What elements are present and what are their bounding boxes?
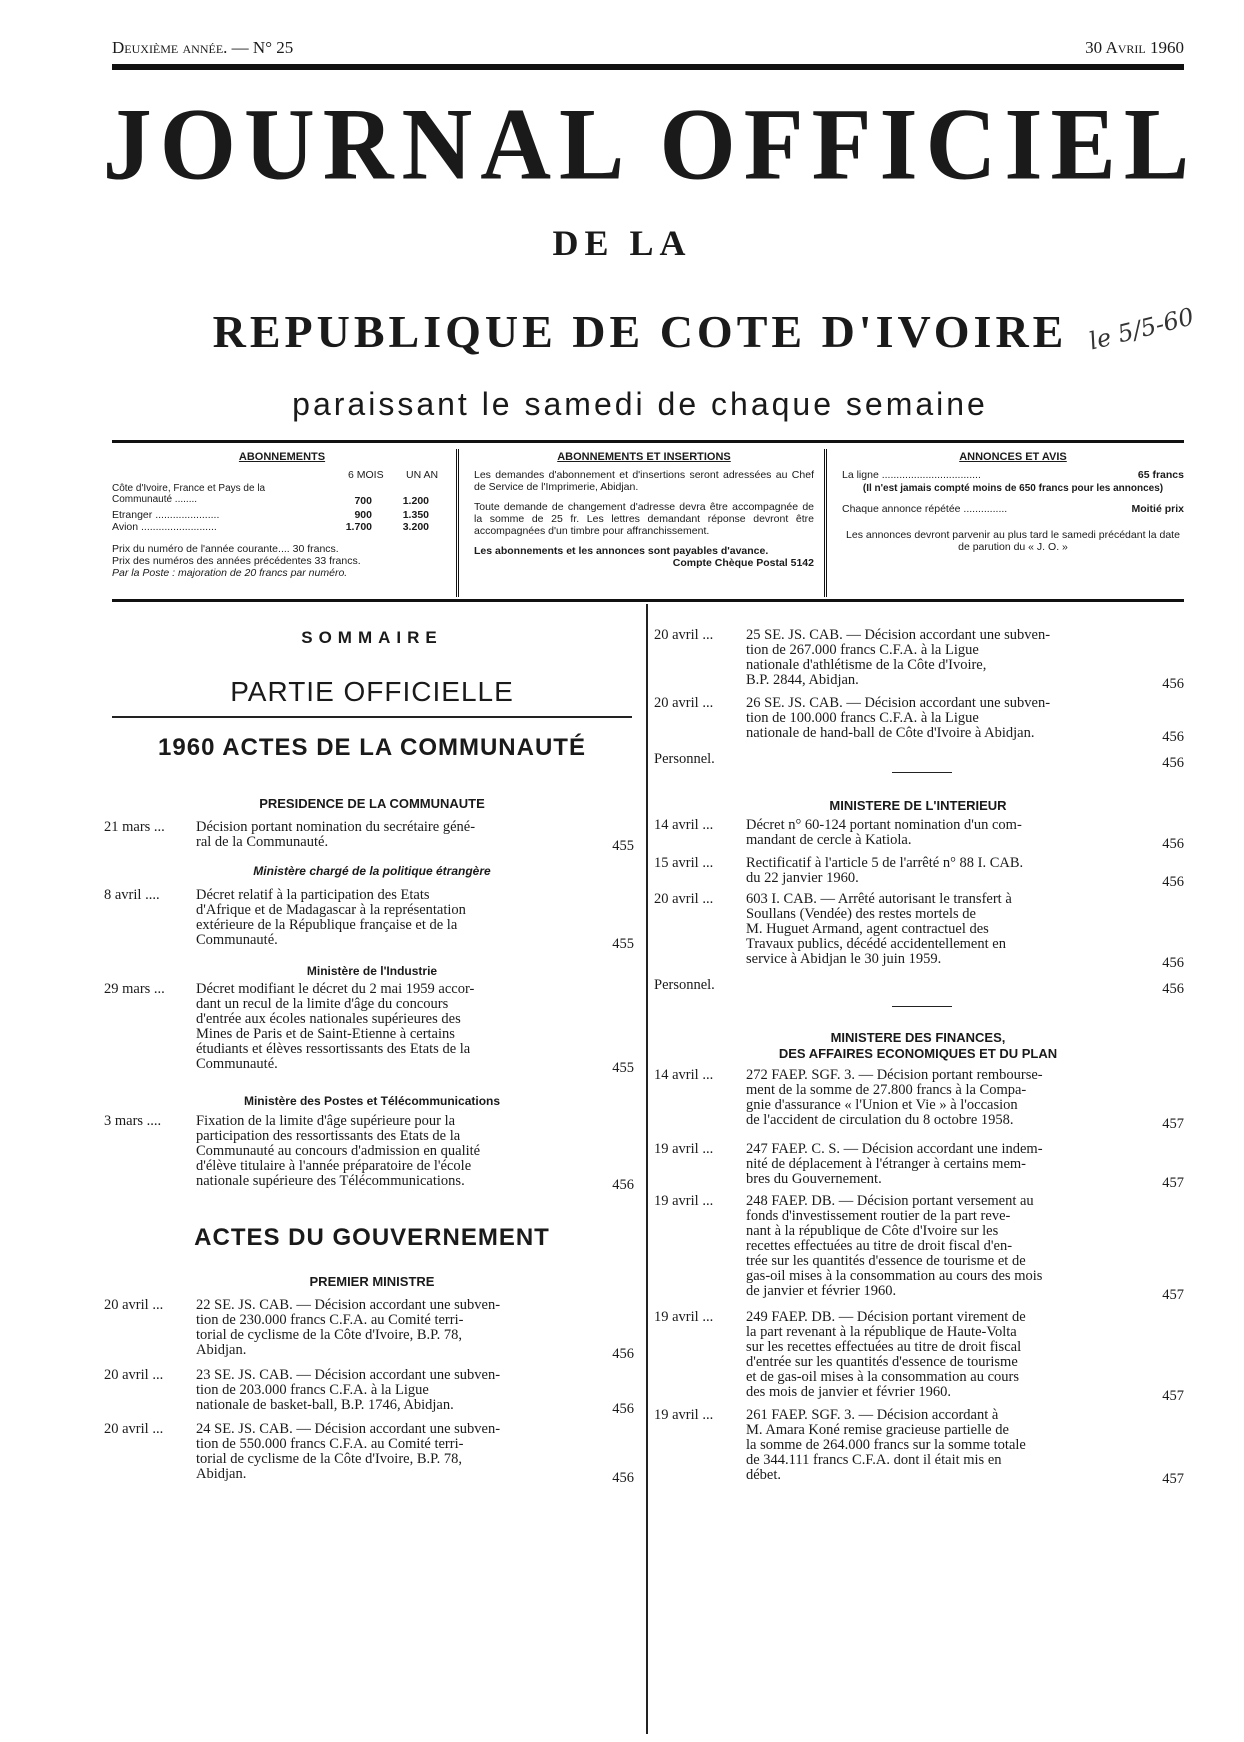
header-rule	[112, 64, 1184, 70]
ministere-finances-heading-1: MINISTERE DES FINANCES,	[830, 1030, 1006, 1045]
toc-entry	[654, 1309, 1184, 1404]
annonces-delay: Les annonces devront parvenir au plus tard le samedi précédant la date de parution du « J. O. »	[846, 529, 1180, 553]
entry-text-line: 247 FAEP. C. S. — Décision accordant une indem-	[746, 1142, 1043, 1157]
entry-text-line: débet.	[746, 1468, 782, 1483]
entry-date: 20 avril ...	[104, 1297, 164, 1313]
entry-text-line: nité de déplacement à l'étranger à certains mem-	[746, 1157, 1026, 1172]
ministere-postes-heading: Ministère des Postes et Télécommunications	[243, 1094, 501, 1108]
entry-text-line: tion de 203.000 francs C.F.A. à la Ligue	[196, 1383, 429, 1398]
entry-page-number: 456	[612, 1346, 634, 1362]
entry-date: 20 avril ...	[654, 695, 714, 711]
entry-date: 14 avril ...	[654, 817, 714, 833]
entry-text-line: 261 FAEP. SGF. 3. — Décision accordant à	[746, 1408, 999, 1423]
entry-date: 20 avril ...	[654, 891, 714, 907]
entry-text-line: participation des ressortissants des Etats de la	[196, 1129, 461, 1144]
entry-date: 20 avril ...	[104, 1421, 164, 1437]
entry-text-line: nationale supérieure des Télécommunications.	[196, 1174, 465, 1189]
entry-text-line: nationale de hand-ball de Côte d'Ivoire à Abidjan.	[746, 726, 1035, 741]
col-6mois: 6 MOIS	[348, 469, 384, 481]
entry-page-number: 457	[1162, 1116, 1184, 1132]
entry-page-number: 457	[1162, 1287, 1184, 1303]
entry-text-line: nationale de basket-ball, B.P. 1746, Abidjan.	[196, 1398, 454, 1413]
republic-name: REPUBLIQUE DE COTE D'IVOIRE	[212, 306, 1068, 357]
entry-text-line: Travaux publics, décédé accidentellement en	[746, 937, 1006, 952]
entry-text-line: d'entrée sur les quantités d'essence de tourisme	[746, 1355, 1018, 1370]
issue-date: 30 Avril 1960	[1085, 38, 1184, 57]
entry-text-line: extérieure de la République française et de la	[196, 918, 458, 933]
entry-text-line: tion de 550.000 francs C.F.A. au Comité terri-	[196, 1437, 464, 1452]
entry-page-number: 456	[1162, 981, 1184, 997]
entry-page-number: 456	[1162, 676, 1184, 692]
subscription-box	[112, 440, 1184, 602]
entry-text-line: trée sur les quantités d'essence de tourisme et de	[746, 1254, 1026, 1269]
rate-unan-0: 1.200	[402, 495, 429, 507]
entry-text-line: Abidjan.	[196, 1467, 247, 1482]
toc-entry	[654, 855, 1184, 890]
entry-text-line: dant un recul de la limite d'âge du concours	[196, 997, 449, 1012]
sommaire-heading: SOMMAIRE	[301, 628, 443, 647]
annonces-column	[842, 451, 1184, 553]
actes-communaute-label: ACTES DE LA COMMUNAUTÉ	[222, 734, 586, 761]
entry-text-line: Fixation de la limite d'âge supérieure pour la	[196, 1114, 456, 1129]
insertions-p2: Toute demande de changement d'adresse devra être accompagnée de la somme de 25 fr. Les lettres demandant réponse devront être accompagnées d'un timbre pour affranchissement.	[474, 501, 814, 537]
entry-text-line: B.P. 2844, Abidjan.	[746, 673, 859, 688]
insertions-p1: Les demandes d'abonnement et d'insertions seront adressées au Chef de Service de l'Imprimerie, Abidjan.	[474, 469, 814, 493]
entry-text-line: Décret modifiant le décret du 2 mai 1959 accor-	[196, 982, 475, 997]
price-note-1: Prix des numéros des années précédentes 33 francs.	[112, 555, 361, 567]
toc-entry	[654, 1407, 1184, 1487]
entry-text-line: bres du Gouvernement.	[746, 1172, 882, 1187]
rate-unan-2: 3.200	[402, 521, 429, 533]
insertions-p3: Les abonnements et les annonces sont payables d'avance.	[474, 545, 769, 557]
entry-text-line: Communauté au concours d'admission en qualité	[196, 1144, 481, 1159]
year-label: 1960	[158, 734, 216, 761]
toc-entry	[654, 891, 1184, 971]
entry-text-line: M. Amara Koné remise gracieuse partielle de	[746, 1423, 1009, 1438]
entry-text-line: 248 FAEP. DB. — Décision portant versement au	[746, 1194, 1034, 1209]
toc-entry	[104, 1367, 634, 1417]
toc-entry	[654, 1067, 1184, 1132]
entry-date: 14 avril ...	[654, 1067, 714, 1083]
publication-frequency: paraissant le samedi de chaque semaine	[292, 386, 988, 422]
toc-entry	[104, 819, 634, 854]
annonces-heading: ANNONCES ET AVIS	[959, 451, 1067, 463]
entry-text-line: sur les recettes effectuées au titre de droit fiscal	[746, 1340, 1022, 1355]
entry-text-line: d'Afrique et de Madagascar à la représentation	[196, 903, 466, 918]
entry-page-number: 456	[1162, 729, 1184, 745]
rate-unan-1: 1.350	[402, 509, 429, 521]
ministere-interieur-heading: MINISTERE DE L'INTERIEUR	[829, 798, 1007, 813]
short-rule	[892, 1006, 952, 1007]
entry-text-line: gnie d'assurance « l'Union et Vie » à l'occasion	[746, 1098, 1018, 1113]
column-separator	[646, 604, 648, 1734]
entry-text-line: nant à la république de Côte d'Ivoire sur les	[746, 1224, 999, 1239]
toc-entry	[104, 887, 634, 952]
entry-text-line: torial de cyclisme de la Côte d'Ivoire, B.P. 78,	[196, 1452, 462, 1467]
entry-text-line: 603 I. CAB. — Arrêté autorisant le transfert à	[746, 892, 1012, 907]
toc-entry	[654, 627, 1184, 692]
entry-text-line: d'élève titulaire à l'année préparatoire de l'école	[196, 1159, 472, 1174]
insertions-column	[474, 451, 814, 569]
entry-text-line: Personnel.	[654, 752, 715, 767]
entry-date: 19 avril ...	[654, 1141, 714, 1157]
ministere-industrie-heading: Ministère de l'Industrie	[306, 964, 438, 978]
entry-text-line: 26 SE. JS. CAB. — Décision accordant une subven-	[746, 696, 1051, 711]
ministere-finances-heading-2: DES AFFAIRES ECONOMIQUES ET DU PLAN	[778, 1046, 1058, 1061]
entry-page-number: 455	[612, 936, 634, 952]
entry-text-line: Décret n° 60-124 portant nomination d'un com-	[746, 818, 1022, 833]
ligne-label: La ligne ..................................	[842, 469, 981, 481]
insertions-heading: ABONNEMENTS ET INSERTIONS	[557, 451, 731, 463]
entry-text-line: tion de 230.000 francs C.F.A. au Comité terri-	[196, 1313, 464, 1328]
entry-text-line: 22 SE. JS. CAB. — Décision accordant une subven-	[196, 1298, 501, 1313]
toc-entry	[104, 1421, 634, 1486]
abonnements-column	[112, 451, 452, 579]
entry-text-line: fonds d'investissement routier de la part reve-	[746, 1209, 1011, 1224]
actes-gouvernement-heading: ACTES DU GOUVERNEMENT	[194, 1224, 550, 1251]
col-unan: UN AN	[406, 469, 439, 481]
entry-text-line: 24 SE. JS. CAB. — Décision accordant une subven-	[196, 1422, 501, 1437]
toc-entry	[654, 978, 1184, 997]
entry-page-number: 457	[1162, 1175, 1184, 1191]
entry-page-number: 456	[612, 1401, 634, 1417]
entry-text-line: gas-oil mises à la consommation au cours des mois	[746, 1269, 1043, 1284]
partie-officielle-heading: PARTIE OFFICIELLE	[230, 676, 514, 707]
toc-entry	[654, 695, 1184, 745]
abonnements-heading: ABONNEMENTS	[238, 451, 326, 463]
repetee-label: Chaque annonce répétée ...............	[842, 503, 1008, 515]
entry-text-line: M. Huguet Armand, agent contractuel des	[746, 922, 989, 937]
entry-text-line: ment de la somme de 27.800 francs à la Compa-	[746, 1083, 1027, 1098]
entry-page-number: 456	[612, 1177, 634, 1193]
entry-text-line: Personnel.	[654, 978, 715, 993]
toc-entry	[104, 1297, 634, 1362]
rate-label-1: Etranger ......................	[112, 509, 220, 521]
rate-6mois-1: 900	[354, 509, 372, 521]
entry-text-line: Communauté.	[196, 933, 278, 948]
entry-page-number: 456	[1162, 874, 1184, 890]
entry-text-line: tion de 100.000 francs C.F.A. à la Ligue	[746, 711, 979, 726]
handwritten-note: le 5/5-60	[1086, 302, 1197, 356]
entry-text-line: de l'accident de circulation du 8 octobre 1958.	[746, 1113, 1014, 1128]
entry-page-number: 456	[612, 1470, 634, 1486]
entry-text-line: Communauté.	[196, 1057, 278, 1072]
toc-entry	[654, 817, 1184, 852]
entry-text-line: service à Abidjan le 30 juin 1959.	[746, 952, 942, 967]
toc-entry	[104, 1113, 634, 1193]
entry-page-number: 456	[1162, 836, 1184, 852]
entry-text-line: du 22 janvier 1960.	[746, 871, 859, 886]
entry-text-line: 25 SE. JS. CAB. — Décision accordant une subven-	[746, 628, 1051, 643]
entry-text-line: la somme de 264.000 francs sur la somme totale	[746, 1438, 1026, 1453]
entry-text-line: la part revenant à la république de Haute-Volta	[746, 1325, 1017, 1340]
entry-page-number: 456	[1162, 955, 1184, 971]
entry-page-number: 457	[1162, 1388, 1184, 1404]
box-separator	[824, 449, 827, 597]
ligne-price: 65 francs	[1137, 469, 1184, 481]
entry-text-line: torial de cyclisme de la Côte d'Ivoire, B.P. 78,	[196, 1328, 462, 1343]
short-rule	[892, 772, 952, 773]
entry-date: 15 avril ...	[654, 855, 714, 871]
entry-page-number: 455	[612, 1060, 634, 1076]
entry-text-line: de 344.111 francs C.F.A. dont il était mis en	[746, 1453, 1002, 1468]
entry-text-line: Décret relatif à la participation des Etats	[196, 888, 430, 903]
entry-date: 29 mars ...	[104, 981, 165, 997]
entry-date: 20 avril ...	[654, 627, 714, 643]
entry-text-line: Mines de Paris et de Saint-Etienne à certains	[196, 1027, 455, 1042]
rate-label-0: Côte d'Ivoire, France et Pays de la Communauté ........	[112, 483, 266, 505]
entry-text-line: des mois de janvier et février 1960.	[746, 1385, 951, 1400]
actes-communaute-heading	[112, 734, 632, 762]
entry-text-line: recettes effectuées au titre de droit fiscal d'en-	[746, 1239, 1013, 1254]
entry-date: 8 avril ....	[104, 887, 160, 903]
entry-text-line: Abidjan.	[196, 1343, 247, 1358]
entry-text-line: de janvier et février 1960.	[746, 1284, 897, 1299]
edition-number: Deuxième année. — N° 25	[112, 38, 294, 57]
box-separator	[456, 449, 459, 597]
entry-date: 19 avril ...	[654, 1407, 714, 1423]
section-rule	[112, 716, 632, 718]
entry-text-line: Rectificatif à l'article 5 de l'arrêté n° 88 I. CAB.	[746, 856, 1024, 871]
toc-entry	[654, 1141, 1184, 1191]
ligne-note: (Il n'est jamais compté moins de 650 francs pour les annonces)	[862, 483, 1164, 494]
entry-text-line: 23 SE. JS. CAB. — Décision accordant une subven-	[196, 1368, 501, 1383]
entry-date: 19 avril ...	[654, 1193, 714, 1209]
entry-page-number: 455	[612, 838, 634, 854]
ministere-politique-etrangere-heading: Ministère chargé de la politique étrangère	[253, 864, 491, 878]
entry-text-line: étudiants et élèves ressortissants des Etats de la	[196, 1042, 471, 1057]
entry-text-line: 249 FAEP. DB. — Décision portant virement de	[746, 1310, 1026, 1325]
entry-text-line: ral de la Communauté.	[196, 835, 329, 850]
entry-text-line: et de gas-oil mises à la consommation au cours	[746, 1370, 1020, 1385]
price-note-0: Prix du numéro de l'année courante.... 30 francs.	[112, 543, 339, 555]
entry-date: 21 mars ...	[104, 819, 165, 835]
postal-account: Compte Chèque Postal 5142	[672, 557, 814, 569]
toc-entry	[104, 981, 634, 1076]
rate-6mois-2: 1.700	[345, 521, 372, 533]
presidence-heading: PRESIDENCE DE LA COMMUNAUTE	[259, 796, 485, 811]
rate-label-2: Avion ..........................	[112, 521, 217, 533]
rate-6mois-0: 700	[354, 495, 372, 507]
premier-ministre-heading: PREMIER MINISTRE	[309, 1274, 435, 1289]
entry-text-line: 272 FAEP. SGF. 3. — Décision portant rembourse-	[746, 1068, 1043, 1083]
entry-date: 20 avril ...	[104, 1367, 164, 1383]
price-note-2: Par la Poste : majoration de 20 francs par numéro.	[112, 567, 348, 579]
entry-text-line: d'entrée aux écoles nationales supérieures des	[196, 1012, 461, 1027]
toc-entry	[654, 1193, 1184, 1303]
entry-date: 19 avril ...	[654, 1309, 714, 1325]
entry-date: 3 mars ....	[104, 1113, 162, 1129]
entry-page-number: 456	[1162, 755, 1184, 771]
entry-text-line: Soullans (Vendée) des restes mortels de	[746, 907, 976, 922]
entry-text-line: nationale d'athlétisme de la Côte d'Ivoire,	[746, 658, 987, 673]
repetee-price: Moitié prix	[1131, 503, 1184, 515]
entry-text-line: tion de 267.000 francs C.F.A. à la Ligue	[746, 643, 979, 658]
journal-title: JOURNAL OFFICIEL	[102, 88, 1198, 202]
entry-page-number: 457	[1162, 1471, 1184, 1487]
toc-entry	[654, 752, 1184, 771]
entry-text-line: Décision portant nomination du secrétaire géné-	[196, 820, 476, 835]
entry-text-line: mandant de cercle à Katiola.	[746, 833, 912, 848]
subtitle-de-la: DE LA	[552, 223, 692, 263]
